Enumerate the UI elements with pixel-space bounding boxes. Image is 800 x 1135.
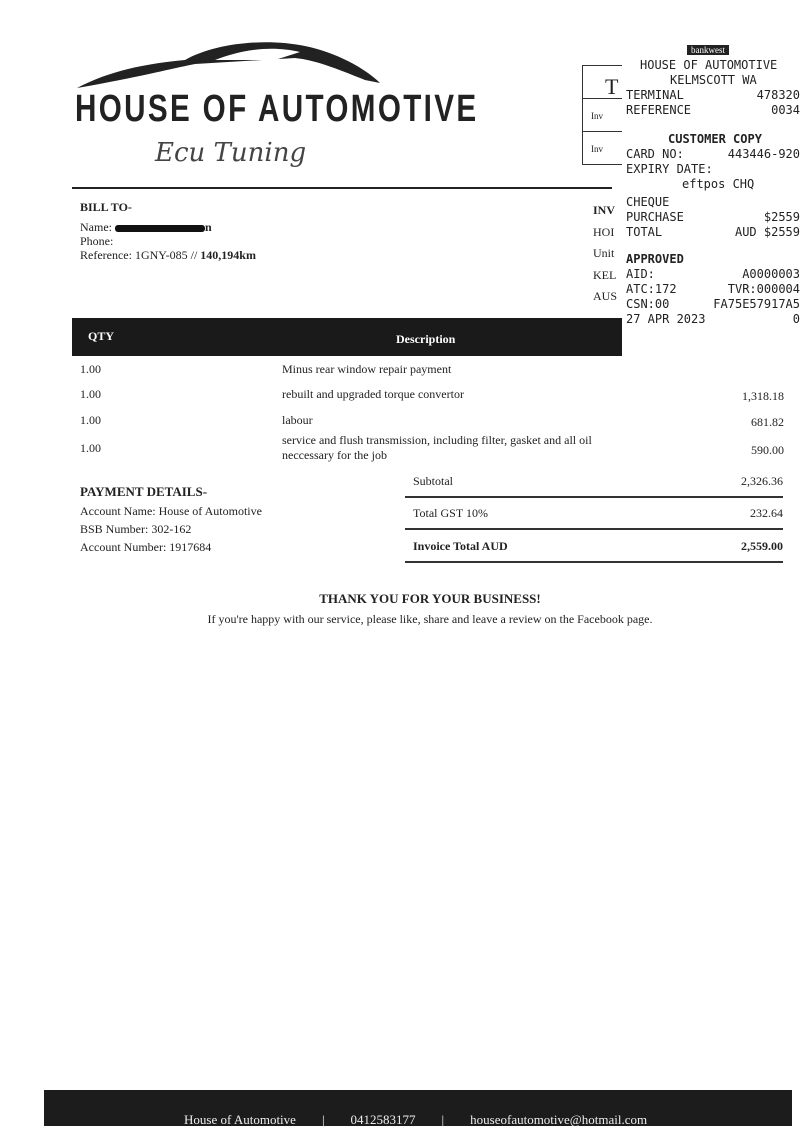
invoice-title: T [583, 66, 622, 99]
account-type: CHEQUE [626, 195, 670, 209]
description-header: Description [396, 332, 456, 346]
bank-logo: bankwest [687, 45, 729, 55]
receipt-trailing: 0 [792, 312, 800, 326]
company-address-partial [593, 200, 617, 308]
total-value: AUD $2559 [734, 225, 800, 239]
bill-to-heading: BILL TO- [80, 200, 132, 214]
subtotal-value: 2,326.36 [741, 474, 783, 488]
item-description: labour [282, 413, 313, 427]
aid-label: AID: [626, 267, 655, 281]
name-tail: n [205, 220, 212, 234]
purchase-value: $2559 [763, 210, 800, 224]
gst-value: 232.64 [750, 506, 783, 520]
bsb-number: BSB Number: 302-162 [80, 522, 192, 536]
footer-bar [44, 1090, 792, 1126]
reference-value: 0034 [771, 103, 800, 117]
item-amount: 590.00 [751, 443, 784, 457]
receipt-merchant: HOUSE OF AUTOMOTIVE [640, 58, 778, 72]
bill-to-section [80, 200, 256, 262]
csn: CSN:00 [626, 297, 670, 311]
item-description: service and flush transmission, including filter, gasket and all oil neccessary for the job [282, 433, 592, 462]
expiry-label: EXPIRY DATE: [626, 162, 713, 176]
terminal-label: TERMINAL [626, 88, 684, 102]
table-header [72, 318, 622, 356]
invoice-total-row [405, 533, 783, 563]
payment-heading: PAYMENT DETAILS- [80, 484, 208, 499]
total-label: Invoice Total AUD [413, 539, 508, 553]
car-logo-icon [75, 38, 385, 93]
footer-email: houseofautomotive@hotmail.com [470, 1112, 648, 1127]
item-qty: 1.00 [80, 441, 101, 455]
brand-tagline: Ecu Tuning [155, 138, 307, 168]
card-number: 443446-920 [727, 147, 800, 161]
tvr: TVR:000004 [727, 282, 800, 296]
phone-label: Phone: [80, 234, 114, 248]
company-line: INV [593, 203, 616, 217]
qty-header: QTY [88, 329, 115, 343]
item-qty: 1.00 [80, 387, 101, 401]
name-label: Name: [80, 220, 112, 234]
reference-label: Reference: 1GNY-085 // [80, 248, 198, 262]
brand-name: HOUSE OF AUTOMOTIVE [75, 88, 479, 130]
item-description: rebuilt and upgraded torque convertor [282, 387, 464, 401]
aid-value: A0000003 [742, 267, 800, 281]
footer-separator: | [321, 1112, 325, 1127]
eftpos-receipt [622, 40, 800, 375]
payment-details [80, 483, 262, 556]
company-line: Unit [593, 246, 615, 260]
thank-you-section [0, 589, 800, 629]
invoice-date-label: Inv [583, 132, 622, 165]
purchase-label: PURCHASE [626, 210, 684, 224]
footer-phone: 0412583177 [350, 1112, 416, 1127]
invoice-info-box [582, 65, 622, 165]
item-description: Minus rear window repair payment [282, 362, 452, 376]
card-label: CARD NO: [626, 147, 684, 161]
company-line: AUS [593, 289, 618, 303]
receipt-date: 27 APR 2023 [626, 312, 706, 326]
item-amount: 1,318.18 [742, 389, 784, 403]
terminal-value: 478320 [756, 88, 800, 102]
redacted-name [115, 225, 205, 232]
account-name: Account Name: House of Automotive [80, 504, 262, 518]
approved-status: APPROVED [626, 252, 684, 266]
footer-company: House of Automotive [184, 1112, 296, 1127]
atc: ATC:172 [626, 282, 677, 296]
reference-label: REFERENCE [626, 103, 692, 117]
subtotal-row [405, 468, 783, 498]
company-line: KEL [593, 267, 617, 282]
item-qty: 1.00 [80, 362, 101, 376]
subtotal-label: Subtotal [413, 474, 454, 488]
csn-code: FA75E57917A5 [713, 297, 800, 311]
company-line: HOI [593, 224, 615, 239]
customer-copy: CUSTOMER COPY [668, 132, 762, 146]
thank-you-heading: THANK YOU FOR YOUR BUSINESS! [319, 591, 541, 606]
total-value: 2,559.00 [741, 539, 783, 553]
gst-label: Total GST 10% [413, 506, 488, 520]
item-qty: 1.00 [80, 413, 101, 427]
item-amount: 681.82 [751, 415, 784, 429]
header-divider [72, 187, 612, 189]
invoice-number-label: Inv [583, 99, 622, 132]
total-label: TOTAL [626, 225, 663, 239]
card-type: eftpos CHQ [682, 177, 755, 191]
receipt-location: KELMSCOTT WA [670, 73, 757, 87]
thank-you-message: If you're happy with our service, please like, share and leave a review on the Facebook page. [207, 612, 653, 626]
account-number: Account Number: 1917684 [80, 540, 212, 554]
odometer: 140,194km [200, 248, 256, 262]
gst-row [405, 500, 783, 530]
footer-separator: | [441, 1112, 445, 1127]
